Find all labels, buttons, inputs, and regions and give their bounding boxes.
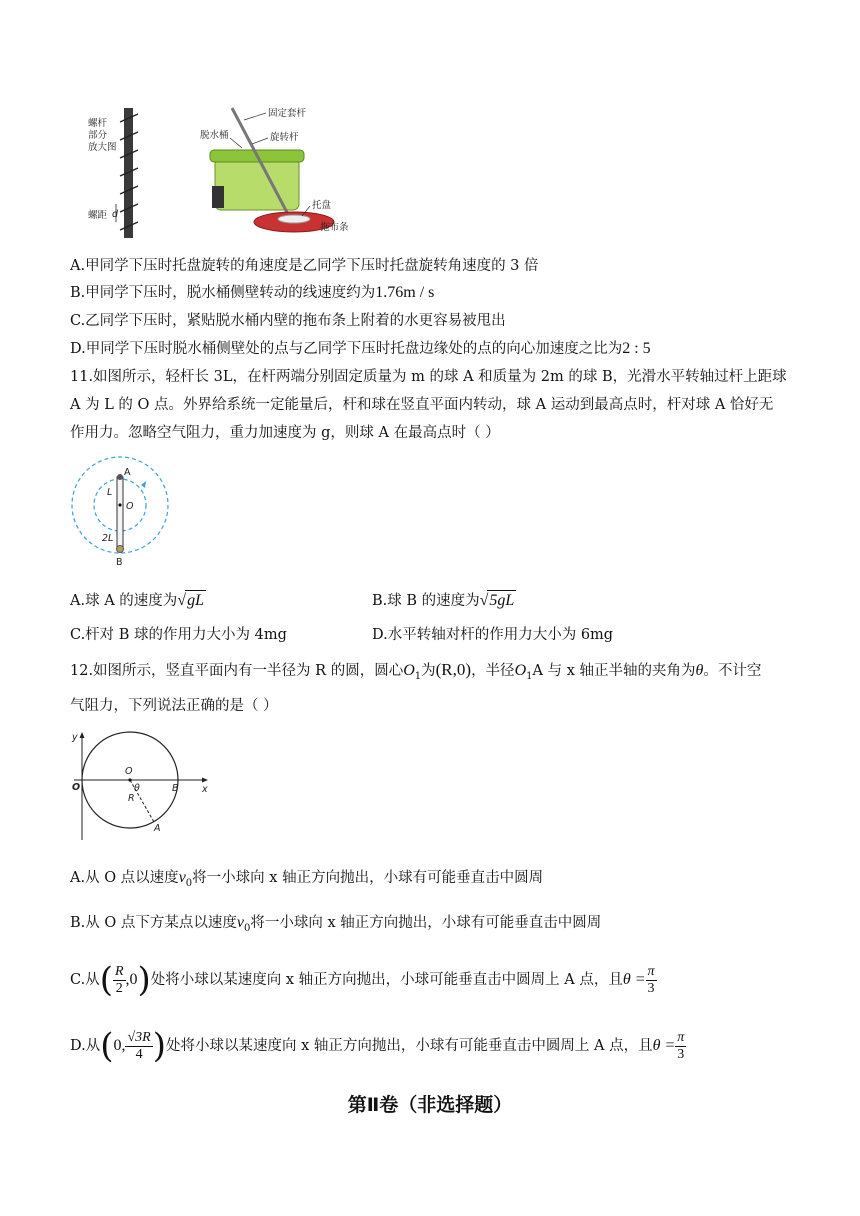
label-y: y xyxy=(72,732,78,743)
q12-option-d xyxy=(70,1028,686,1064)
q12-stem-c: ，半径 xyxy=(471,663,515,679)
y-arrow-icon xyxy=(80,732,85,738)
ball-b xyxy=(117,546,124,553)
frac-r-2 xyxy=(113,964,126,997)
q11-option-d: D.水平转轴对杆的作用力大小为 6mg xyxy=(372,627,614,643)
label-b-point: B xyxy=(172,783,179,794)
paren-left-d: ( xyxy=(100,1026,114,1066)
screw-label-1: 螺杆 xyxy=(88,118,108,129)
pitch-label: 螺距 xyxy=(88,210,108,221)
label-x: x xyxy=(202,784,208,795)
q12-stem-e: 。不计空 xyxy=(703,663,762,679)
frac-r-num: R xyxy=(114,963,124,979)
section-title: 第Ⅱ卷（非选择题） xyxy=(347,1094,513,1116)
paren-right-d: ) xyxy=(152,1026,166,1066)
q12-stem-a: 12.如图所示，竖直平面内有一半径为 R 的圆，圆心 xyxy=(70,663,404,679)
frac-sqrt3r-4 xyxy=(125,1030,152,1063)
rotating-rod-label: 旋转杆 xyxy=(270,132,299,143)
q10-option-a: A.甲同学下压时托盘旋转的角速度是乙同学下压时托盘旋转角速度的 3 倍 xyxy=(70,258,539,274)
tray-label: 托盘 xyxy=(312,200,332,211)
q12-o1: O xyxy=(403,662,415,679)
frac-r-den: 2 xyxy=(115,980,123,996)
q12-option-b-text2: 将一小球向 x 轴正方向抛出，小球有可能垂直击中圆周 xyxy=(250,915,602,931)
x-arrow-icon xyxy=(202,778,208,783)
q11-option-a-text: A.球 A 的速度为 xyxy=(70,593,178,609)
q12-option-c-text1: C.从 xyxy=(70,972,100,988)
frac-sqrt3r-num: √3R xyxy=(127,1029,151,1045)
pivot-o xyxy=(118,503,121,506)
q12-o1a-sub: 1 xyxy=(526,670,533,682)
bucket-body xyxy=(215,158,299,210)
q12-stem-d: A 与 x 轴正半轴的夹角为 xyxy=(532,663,696,679)
center-o1 xyxy=(128,778,131,781)
q11-option-c: C.杆对 B 球的作用力大小为 4mg xyxy=(70,627,287,643)
q12-stem-b: 为 xyxy=(421,663,436,679)
q12-option-a-v: v xyxy=(178,869,186,886)
q11-stem-line1: 11.如图所示，轻杆长 3L，在杆两端分别固定质量为 m 的球 A 和质量为 2m 的球 B，光滑水平转轴过杆上距球 xyxy=(70,369,787,385)
label-a: A xyxy=(124,467,131,478)
q10-option-d-text: D.甲同学下压时脱水桶侧壁处的点与乙同学下压时托盘边缘处的点的向心加速度之比为 xyxy=(70,341,623,357)
label-l: L xyxy=(107,487,113,498)
q12-option-c-tail: ,0 xyxy=(125,971,138,988)
frac-pi-num-c: π xyxy=(647,963,655,979)
label-origin: O xyxy=(72,782,81,793)
light-rod xyxy=(117,477,123,549)
rotation-arrow-icon xyxy=(141,481,146,488)
q12-stem-line2: 气阻力，下列说法正确的是（ ） xyxy=(70,698,278,714)
q12-option-d-text2: 处将小球以某速度向 x 轴正方向抛出，小球有可能垂直击中圆周上 A 点，且 xyxy=(166,1038,653,1054)
q11-option-b-text: B.球 B 的速度为 xyxy=(372,593,480,609)
fixed-rod-label: 固定套杆 xyxy=(268,108,307,119)
q11-stem-line2: A 为 L 的 O 点。外界给系统一定能量后，杆和球在竖直平面内转动，球 A 运动到最高点时，杆对球 A 恰好无 xyxy=(70,397,774,413)
q12-option-d-text1: D.从 xyxy=(70,1038,101,1054)
label-b: B xyxy=(116,557,123,568)
q10-option-c: C.乙同学下压时，紧贴脱水桶内壁的拖布条上附着的水更容易被甩出 xyxy=(70,313,506,329)
label-2l: 2L xyxy=(102,533,114,544)
q12-option-b xyxy=(70,913,601,939)
q12-option-b-text1: B.从 O 点下方某点以速度 xyxy=(70,915,237,931)
mop-strip-label: 拖布条 xyxy=(320,222,349,233)
q12-option-d-head: 0, xyxy=(113,1037,126,1054)
pitch-d-label: d xyxy=(112,209,119,220)
sqrt-5gl: √5gL xyxy=(479,592,515,609)
q12-theta: θ xyxy=(695,662,704,679)
label-o: O xyxy=(126,501,134,512)
q12-option-d-theta: θ = xyxy=(652,1037,676,1054)
label-theta: θ xyxy=(134,783,140,794)
q10-option-d xyxy=(70,339,651,359)
label-r: R xyxy=(128,793,135,804)
sqrt-gl: √gL xyxy=(177,592,204,609)
ball-a xyxy=(117,474,123,480)
label-o1: O xyxy=(125,766,133,777)
q11-stem-line3: 作用力。忽略空气阻力，重力加速度为 g，则球 A 在最高点时（ ） xyxy=(70,425,500,441)
q12-option-a xyxy=(70,868,543,894)
frac-pi-3-c xyxy=(646,964,657,997)
paren-right: ) xyxy=(137,960,151,1000)
q12-coord: (R,0) xyxy=(435,660,472,679)
screw-label-2: 部分 xyxy=(88,130,108,141)
circle-axes-figure xyxy=(70,730,220,845)
sqrt-5gl-radicand: 5gL xyxy=(489,592,515,609)
q10-option-b xyxy=(70,283,434,303)
q12-o1-sub: 1 xyxy=(414,670,422,682)
bucket-label: 脱水桶 xyxy=(200,130,229,141)
q12-stem-line1 xyxy=(70,660,761,687)
q11-option-a xyxy=(70,590,206,611)
q12-option-c xyxy=(70,962,657,998)
q12-option-c-text2: 处将小球以某速度向 x 轴正方向抛出，小球可能垂直击中圆周上 A 点，且 xyxy=(150,972,623,988)
q10-option-b-text: B.甲同学下压时，脱水桶侧壁转动的线速度约为 xyxy=(70,285,376,301)
q12-option-b-v: v xyxy=(236,914,244,931)
q10-option-b-value: 1.76m / s xyxy=(375,284,435,301)
frac-pi-den-c: 3 xyxy=(647,980,655,996)
frac-pi-3-d xyxy=(675,1030,686,1063)
q12-option-a-text2: 将一小球向 x 轴正方向抛出，小球有可能垂直击中圆周 xyxy=(192,870,544,886)
frac-sqrt3r-den: 4 xyxy=(135,1046,143,1062)
q12-option-b-v-sub: 0 xyxy=(243,922,251,934)
sqrt-gl-radicand: gL xyxy=(187,592,204,609)
screw-label-3: 放大图 xyxy=(88,142,117,153)
rod-rotation-figure xyxy=(70,455,180,570)
q11-option-b xyxy=(372,590,516,611)
frac-pi-num-d: π xyxy=(677,1029,685,1045)
mop-tray xyxy=(278,215,310,223)
q12-option-a-text1: A.从 O 点以速度 xyxy=(70,870,179,886)
paren-left: ( xyxy=(99,960,113,1000)
label-a-point: A xyxy=(154,823,161,834)
bucket-pedal xyxy=(212,186,224,208)
q12-option-c-theta: θ = xyxy=(622,971,646,988)
frac-pi-den-d: 3 xyxy=(677,1046,685,1062)
mop-bucket-figure xyxy=(80,100,349,245)
q12-o1a: O xyxy=(514,662,527,679)
q12-option-a-v-sub: 0 xyxy=(185,877,193,889)
q10-option-d-value: 2 : 5 xyxy=(622,340,651,357)
